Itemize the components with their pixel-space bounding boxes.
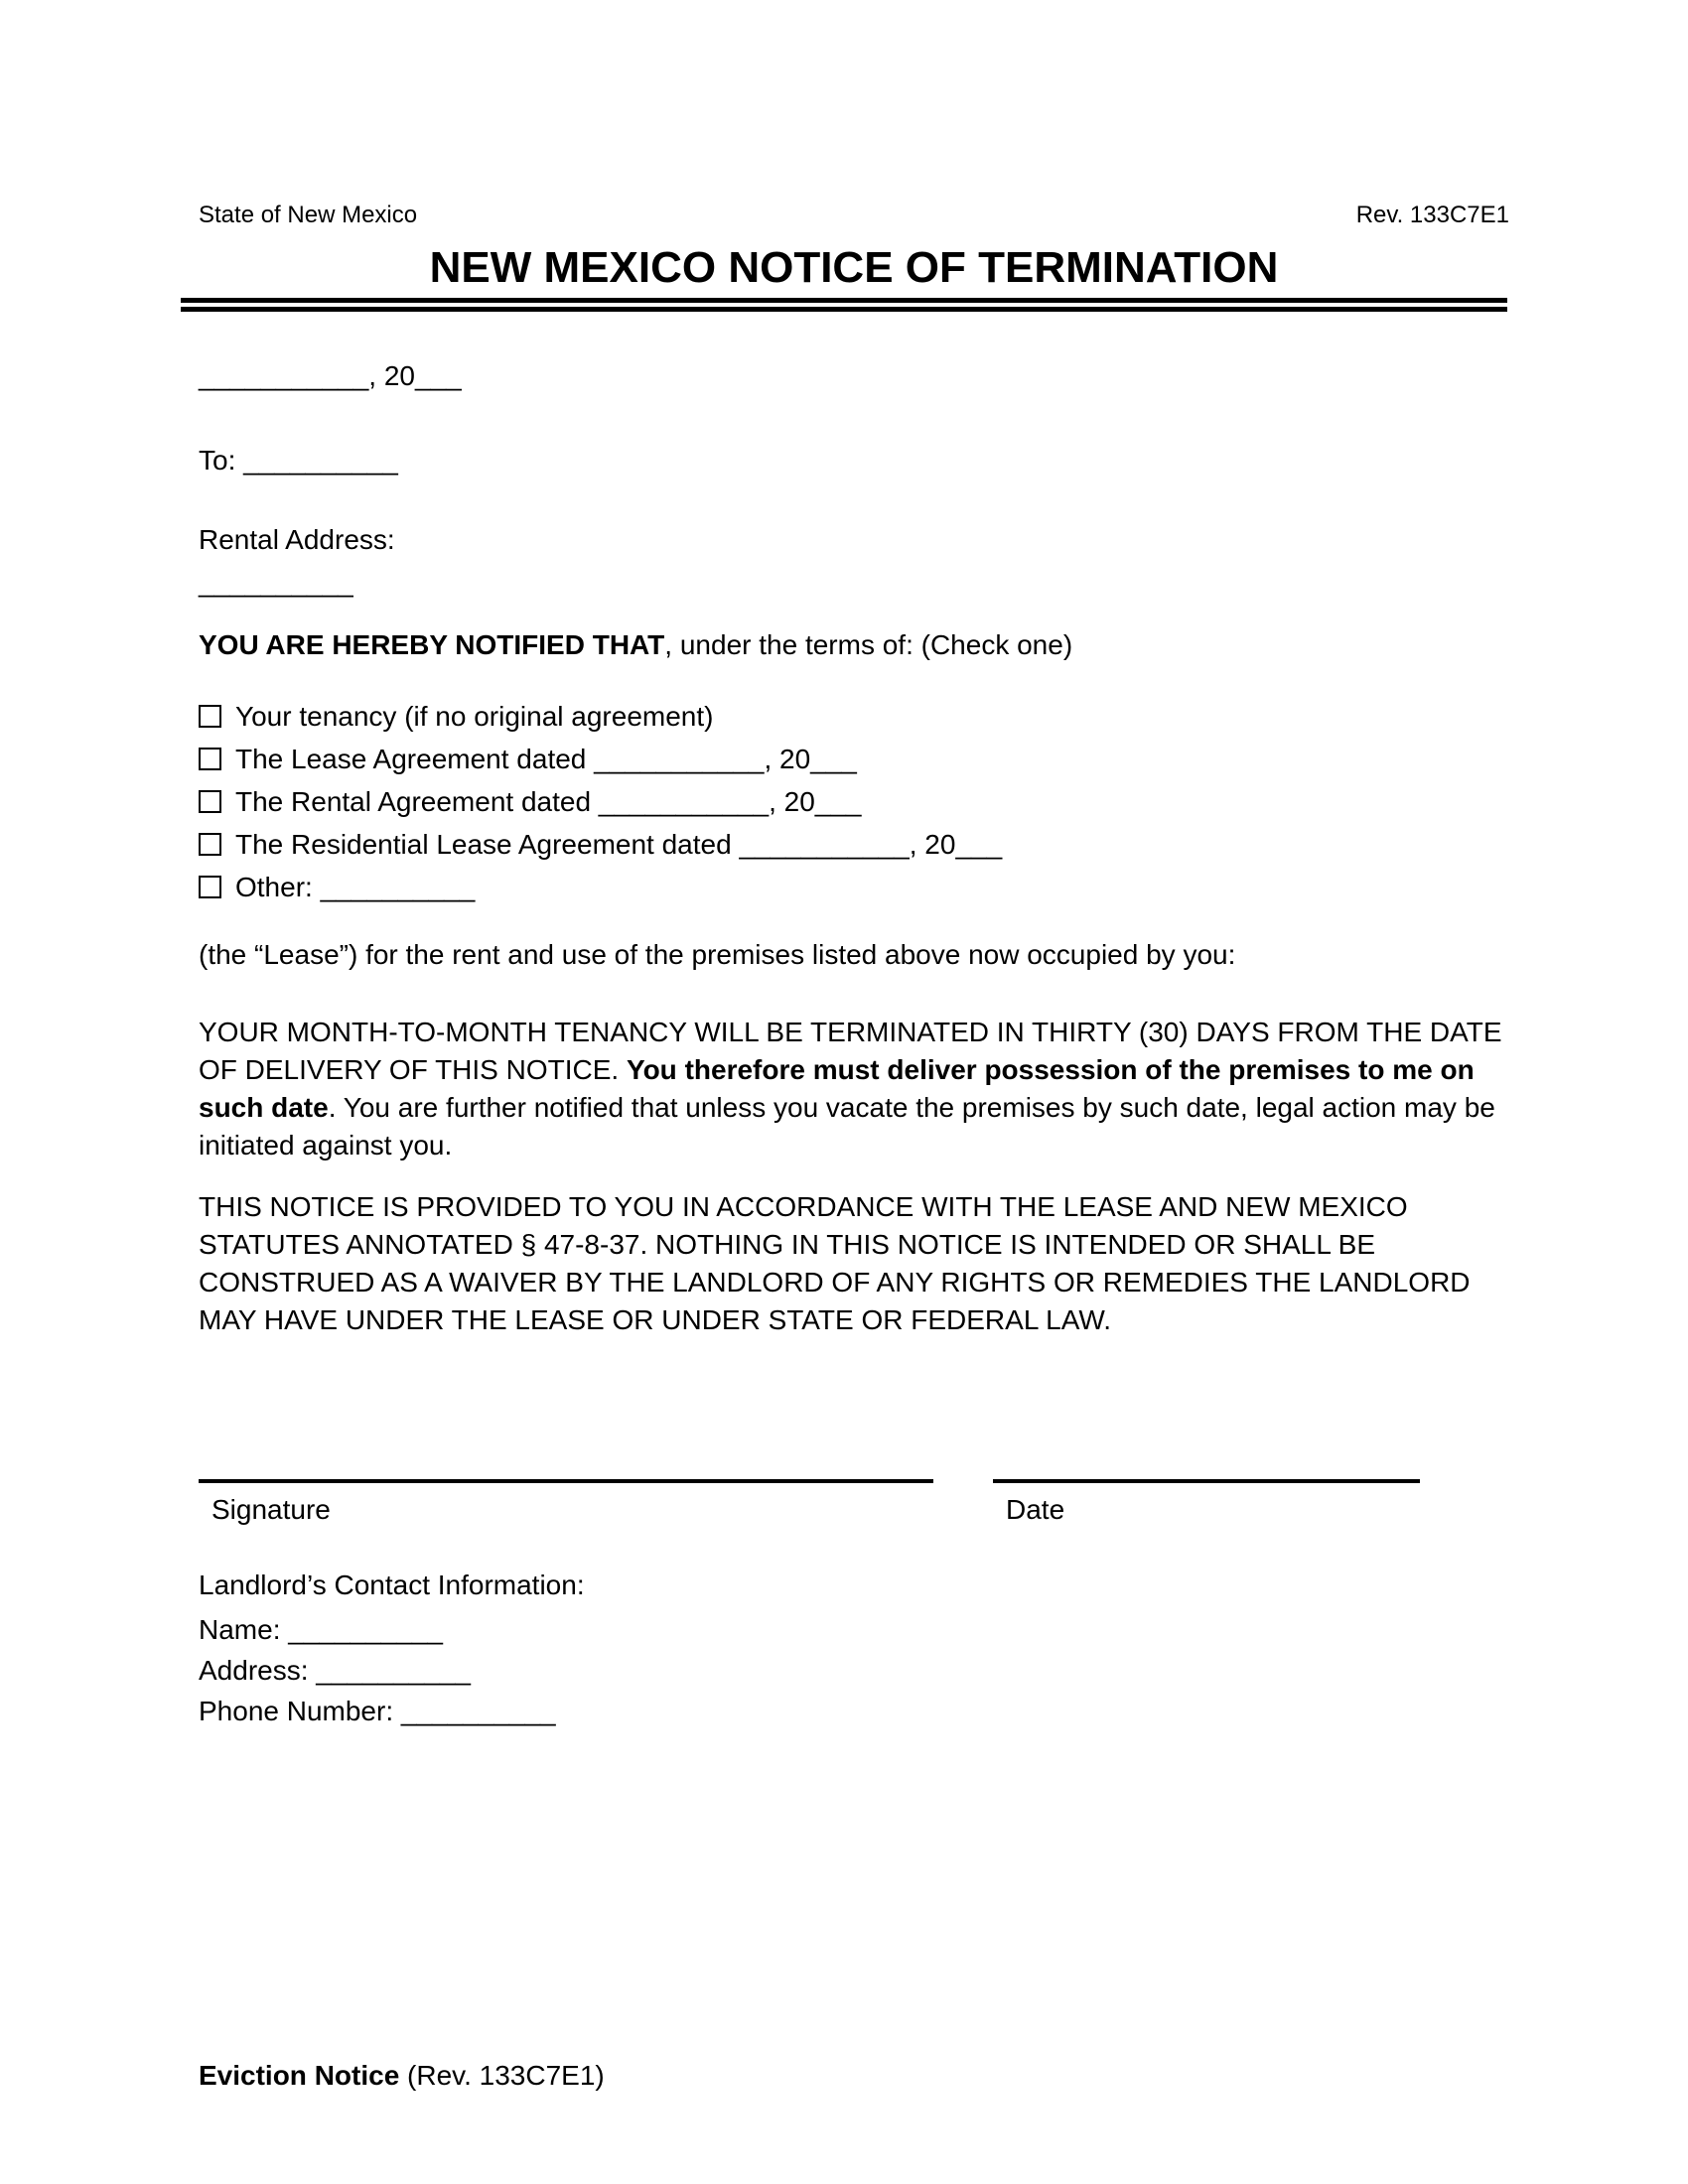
date-label: Date xyxy=(1006,1494,1065,1525)
to-line xyxy=(199,442,1509,479)
date-year-blank: ___ xyxy=(415,360,462,391)
option-label-tenancy: Your tenancy (if no original agreement) xyxy=(235,701,714,732)
option-row-lease-agreement xyxy=(199,738,1509,780)
check-one-options xyxy=(199,695,1509,908)
page-footer xyxy=(199,2058,605,2094)
header-revision-text: Rev. 133C7E1 xyxy=(1355,202,1509,228)
termination-text-2: . You are further notified that unless you vacate the premises by such date, legal action may be initiated against you. xyxy=(199,1092,1495,1160)
lease-clause-text: (the “Lease”) for the rent and use of the premises listed above now occupied by you: xyxy=(199,939,1236,970)
signature-line xyxy=(199,1479,933,1527)
notified-statement xyxy=(199,626,1509,664)
date-day-blank: ___________ xyxy=(199,360,369,391)
signature-label: Signature xyxy=(211,1494,331,1525)
termination-paragraph xyxy=(199,1014,1509,1164)
option-row-other xyxy=(199,866,1509,908)
contact-name-row xyxy=(199,1609,1509,1650)
checkbox-residential-lease[interactable] xyxy=(199,833,221,856)
contact-phone-label: Phone Number: xyxy=(199,1696,394,1726)
checkbox-lease-agreement[interactable] xyxy=(199,748,221,770)
option-row-rental-agreement xyxy=(199,780,1509,823)
page-header xyxy=(199,204,1509,227)
rental-address-block xyxy=(199,518,1509,604)
header-state-text: State of New Mexico xyxy=(199,202,418,228)
statute-paragraph: THIS NOTICE IS PROVIDED TO YOU IN ACCORDANCE WITH THE LEASE AND NEW MEXICO STATUTES ANNOTATED § 47-8-37. NOTHING IN THIS NOTICE IS INTENDED OR SHALL BE CONSTRUED AS A WAIVER BY THE LANDLORD OF ANY RIGHTS OR REMEDIES THE LANDLORD MAY HAVE UNDER THE LEASE OR UNDER STATE OR FEDERAL LAW. xyxy=(199,1191,1471,1335)
option-label-residential-lease: The Residential Lease Agreement dated ___________, 20___ xyxy=(235,829,1003,860)
termination-bold-text: You therefore must deliver possession of the premises to me on such date xyxy=(199,1054,1475,1123)
date-line xyxy=(199,357,1509,395)
date-signature-line xyxy=(993,1479,1420,1527)
notified-rest-text: , under the terms of: (Check one) xyxy=(664,629,1073,660)
signature-section xyxy=(199,1479,1509,1527)
termination-text-1: YOUR MONTH-TO-MONTH TENANCY WILL BE TERMINATED IN THIRTY (30) DAYS FROM THE DATE OF DELIVERY OF THIS NOTICE. xyxy=(199,1017,1502,1085)
option-row-tenancy xyxy=(199,695,1509,738)
rental-address-blank: __________ xyxy=(199,567,353,598)
contact-address-blank: __________ xyxy=(316,1655,472,1686)
footer-doc-type: Eviction Notice xyxy=(199,2060,400,2091)
option-label-other: Other: __________ xyxy=(235,872,476,902)
contact-name-blank: __________ xyxy=(288,1614,443,1645)
contact-name-label: Name: xyxy=(199,1614,281,1645)
title-divider-rule xyxy=(181,298,1507,312)
contact-address-label: Address: xyxy=(199,1655,309,1686)
option-label-rental-agreement: The Rental Agreement dated ___________, 20___ xyxy=(235,786,862,817)
date-year-prefix: , 20 xyxy=(368,360,415,391)
rental-address-label: Rental Address: xyxy=(199,524,395,555)
notified-bold-text: YOU ARE HEREBY NOTIFIED THAT xyxy=(199,629,665,660)
contact-phone-row xyxy=(199,1691,1509,1731)
to-blank: __________ xyxy=(243,445,398,476)
contact-lines xyxy=(199,1609,1509,1731)
option-row-residential-lease xyxy=(199,823,1509,866)
document-title: NEW MEXICO NOTICE OF TERMINATION xyxy=(429,243,1279,292)
contact-phone-blank: __________ xyxy=(400,1696,556,1726)
contact-address-row xyxy=(199,1650,1509,1691)
option-label-lease-agreement: The Lease Agreement dated ___________, 20___ xyxy=(235,744,857,774)
checkbox-rental-agreement[interactable] xyxy=(199,790,221,813)
contact-heading: Landlord’s Contact Information: xyxy=(199,1570,585,1600)
checkbox-other[interactable] xyxy=(199,876,221,898)
to-label: To: xyxy=(199,445,236,476)
footer-revision: (Rev. 133C7E1) xyxy=(399,2060,605,2091)
checkbox-tenancy[interactable] xyxy=(199,705,221,728)
